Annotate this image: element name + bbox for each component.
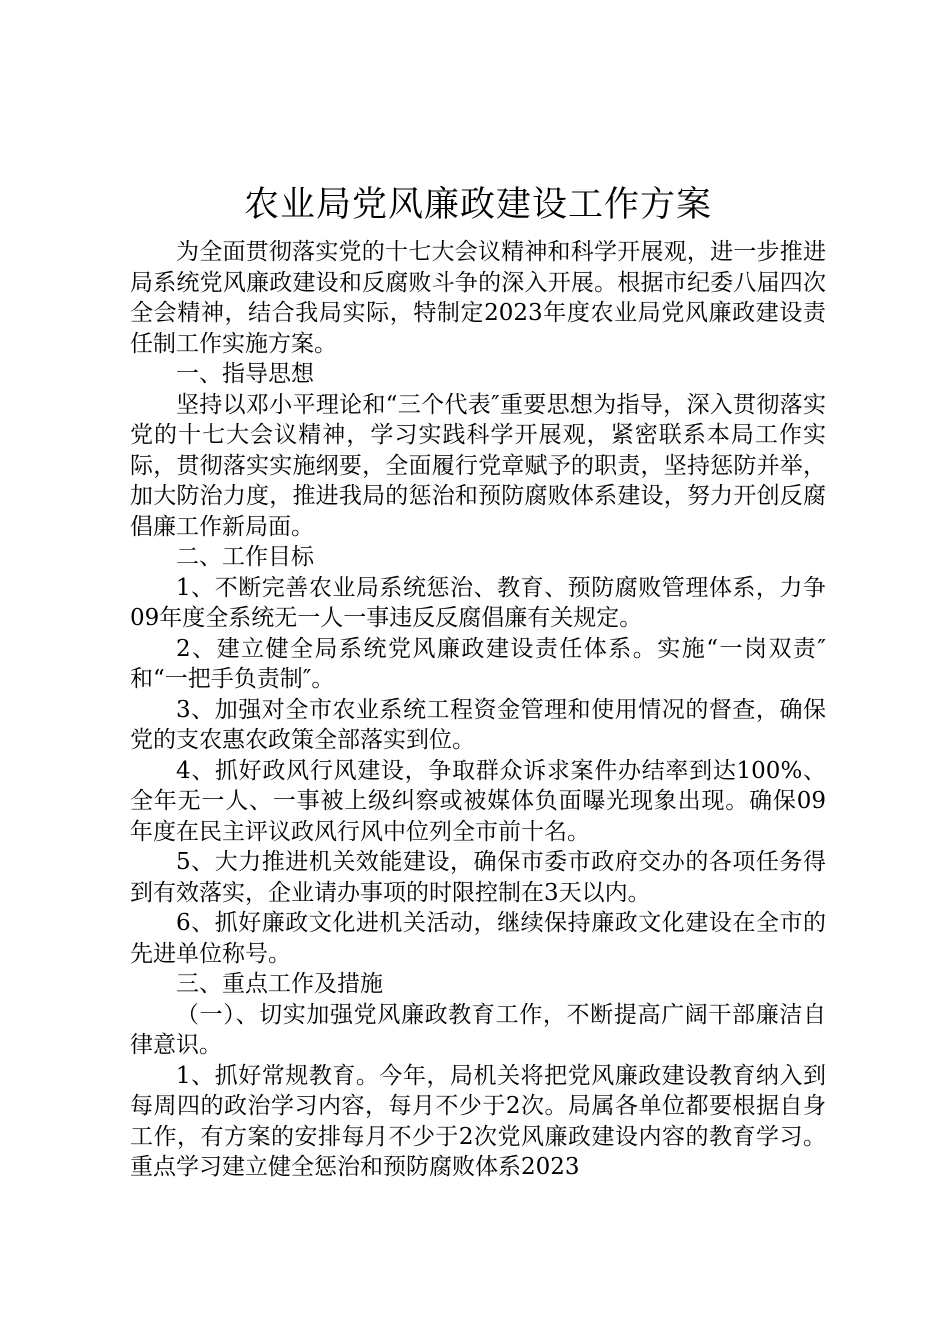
- measure-item-1: 1、抓好常规教育。今年，局机关将把党风廉政建设教育纳入到每周四的政治学习内容，每月不少于2次。局属各单位都要根据自身工作，有方案的安排每月不少于2次党风廉政建设内容的教育学习。重点学习建立健全惩治和预防腐败体系2023: [130, 1062, 826, 1180]
- goal-item-6: 6、抓好廉政文化进机关活动，继续保持廉政文化建设在全市的先进单位称号。: [130, 910, 826, 967]
- paragraph-guiding-thought: 坚持以邓小平理论和“三个代表″重要思想为指导，深入贯彻落实党的十七大会议精神，学习实践科学开展观，紧密联系本局工作实际，贯彻落实实施纲要，全面履行党章赋予的职责，坚持惩防并举，加大防治力度，推进我局的惩治和预防腐败体系建设，努力开创反腐倡廉工作新局面。: [130, 391, 826, 540]
- document-body: [130, 237, 826, 1183]
- subsection-heading-education: （一）、切实加强党风廉政教育工作，不断提高广阔干部廉洁自律意识。: [130, 1001, 826, 1058]
- goal-item-3: 3、加强对全市农业系统工程资金管理和使用情况的督查，确保党的支农惠农政策全部落实到位。: [130, 696, 826, 753]
- section-heading-key-work: 三、重点工作及措施: [176, 971, 383, 997]
- goal-item-2: 2、建立健全局系统党风廉政建设责任体系。实施“一岗双责″和“一把手负责制″。: [130, 635, 826, 692]
- paragraph-intro: 为全面贯彻落实党的十七大会议精神和科学开展观，进一步推进局系统党风廉政建设和反腐败斗争的深入开展。根据市纪委八届四次全会精神，结合我局实际，特制定2023年度农业局党风廉政建设责任制工作实施方案。: [130, 239, 826, 357]
- goal-item-4: 4、抓好政风行风建设，争取群众诉求案件办结率到达100%、全年无一人、一事被上级纠察或被媒体负面曝光现象出现。确保09年度在民主评议政风行风中位列全市前十名。: [130, 757, 826, 845]
- goal-item-5: 5、大力推进机关效能建设，确保市委市政府交办的各项任务得到有效落实，企业请办事项的时限控制在3天以内。: [130, 849, 826, 906]
- goal-item-1: 1、不断完善农业局系统惩治、教育、预防腐败管理体系，力争09年度全系统无一人一事违反反腐倡廉有关规定。: [130, 574, 826, 631]
- section-heading-work-goals: 二、工作目标: [176, 544, 314, 570]
- section-heading-guiding-thought: 一、指导思想: [176, 361, 314, 387]
- document-title: 农业局党风廉政建设工作方案: [243, 185, 712, 225]
